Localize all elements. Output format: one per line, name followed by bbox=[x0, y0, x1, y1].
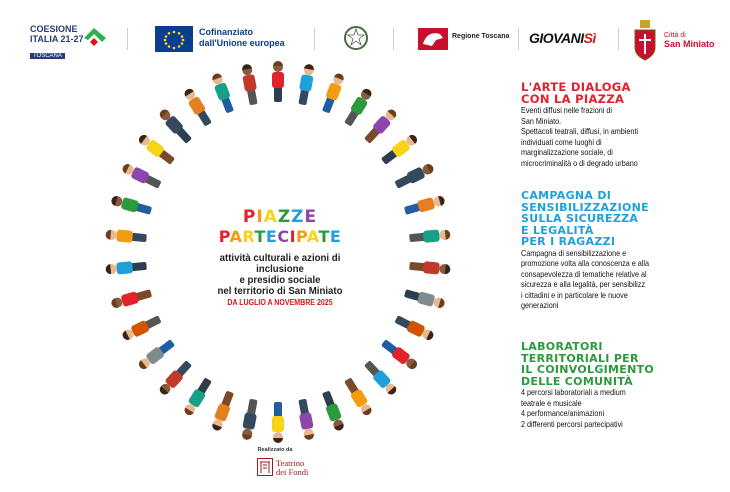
section-heading bbox=[521, 190, 730, 248]
person-figure bbox=[363, 359, 400, 397]
heading-line: DELLE COMUNITÀ bbox=[521, 374, 633, 388]
body-line: microcriminalità o di degrado urbano bbox=[521, 157, 638, 168]
body-line: sicurezza e alla legalità, per sensibilizz bbox=[521, 279, 645, 290]
title-letter: P bbox=[242, 207, 257, 227]
title-letter: I bbox=[256, 207, 264, 227]
event-dates: DA LUGLIO A NOVEMBRE 2025 bbox=[227, 298, 333, 307]
person-figure bbox=[210, 390, 236, 433]
person-figure bbox=[320, 390, 346, 433]
heading-line: IL COINVOLGIMENTO bbox=[521, 363, 655, 376]
person-figure bbox=[296, 63, 315, 106]
body-line: i cittadini e in particolare le nuove bbox=[521, 289, 628, 300]
title-piazze bbox=[200, 208, 360, 226]
person-figure bbox=[240, 63, 259, 106]
coesione-line2: ITALIA 21-27 bbox=[30, 34, 84, 44]
teatrino-logo-icon bbox=[257, 458, 273, 476]
person-figure bbox=[210, 72, 236, 115]
title-letter: E bbox=[265, 227, 278, 246]
person-figure bbox=[380, 338, 420, 372]
person-figure bbox=[157, 107, 194, 145]
title-partecipate bbox=[196, 228, 364, 246]
person-figure bbox=[296, 398, 315, 441]
person-figure bbox=[272, 402, 284, 443]
body-line: 2 differenti percorsi partecipativi bbox=[521, 418, 623, 429]
title-letter: A bbox=[229, 227, 243, 246]
person-figure bbox=[272, 61, 284, 102]
title-letter: Z bbox=[291, 207, 305, 227]
person-figure bbox=[320, 72, 346, 115]
person-figure bbox=[182, 86, 214, 127]
title-letter: E bbox=[329, 227, 342, 246]
giovani-main: GIOVANI bbox=[529, 30, 584, 46]
person-figure bbox=[363, 107, 400, 145]
coesione-line1: COESIONE bbox=[30, 24, 78, 34]
person-figure bbox=[105, 260, 147, 276]
heading-line: CON LA PIAZZA bbox=[521, 92, 625, 106]
person-figure bbox=[120, 313, 162, 342]
person-figure bbox=[342, 376, 374, 417]
body-line: Spettacoli teatrali, diffusi, in ambienti bbox=[521, 126, 639, 137]
teatrino-text bbox=[276, 459, 308, 477]
subtitle-line: e presidio sociale bbox=[239, 274, 321, 286]
title-letter: E bbox=[304, 207, 318, 227]
heading-line: LABORATORI bbox=[521, 340, 603, 353]
person-figure bbox=[342, 86, 374, 127]
section-laboratori bbox=[521, 341, 730, 429]
giovani-si: Sì bbox=[583, 30, 596, 46]
title-letter: R bbox=[242, 227, 255, 246]
section-heading bbox=[521, 341, 730, 387]
title-letter: T bbox=[254, 227, 266, 246]
section-campagna bbox=[521, 190, 730, 311]
sm-line2: San Miniato bbox=[664, 39, 715, 49]
person-figure bbox=[403, 287, 446, 310]
heading-line: PER I RAGAZZI bbox=[521, 235, 616, 248]
teatrino-line: dei Fondi bbox=[276, 467, 309, 477]
title-letter: P bbox=[296, 227, 307, 246]
body-line: Campagna di sensibilizzazione e bbox=[521, 247, 627, 258]
person-figure bbox=[403, 194, 446, 217]
poster-subtitle bbox=[201, 253, 359, 297]
body-line: marginalizzazione sociale, di bbox=[521, 147, 613, 158]
body-line: Eventi diffusi nelle frazioni di bbox=[521, 105, 612, 115]
title-letter: A bbox=[306, 227, 319, 246]
subtitle-line: attività culturali e azioni di inclusione bbox=[219, 252, 341, 275]
section-body bbox=[521, 105, 697, 169]
person-figure bbox=[240, 398, 259, 441]
eu-line1: Cofinanziato bbox=[199, 27, 253, 37]
coesione-region: TOSCANA bbox=[30, 53, 65, 59]
body-line: promozione volta alla conoscenza e alla bbox=[521, 258, 650, 269]
person-figure bbox=[409, 228, 451, 244]
section-heading bbox=[521, 81, 730, 105]
subtitle-line: nel territorio di San Miniato bbox=[217, 285, 343, 297]
title-letter: I bbox=[289, 227, 297, 246]
body-line: 4 percorsi laboratoriali a medium bbox=[521, 387, 626, 397]
eu-line2: dall'Unione europea bbox=[199, 38, 285, 48]
person-figure bbox=[380, 132, 420, 166]
person-figure bbox=[157, 359, 194, 397]
title-letter: T bbox=[318, 227, 330, 246]
person-figure bbox=[394, 161, 436, 190]
teatrino-line: Teatrino bbox=[276, 458, 305, 468]
sm-line1: Città di bbox=[664, 32, 686, 39]
body-line: generazioni bbox=[521, 300, 559, 311]
title-letter: A bbox=[263, 207, 278, 227]
person-figure bbox=[110, 194, 153, 217]
person-figure bbox=[182, 376, 214, 417]
heading-line: SULLA SICUREZZA bbox=[521, 212, 639, 225]
body-line: 4 performance/animazioni bbox=[521, 408, 605, 419]
section-body bbox=[521, 387, 697, 429]
realizzato-da: Realizzato da bbox=[257, 447, 293, 453]
person-figure bbox=[105, 228, 147, 244]
person-figure bbox=[409, 260, 451, 276]
heading-line: E LEGALITÀ bbox=[521, 223, 594, 237]
title-letter: C bbox=[277, 227, 290, 246]
regione-toscana-text: Regione Toscana bbox=[452, 33, 510, 40]
body-line: individuati come luoghi di bbox=[521, 136, 602, 147]
heading-line: TERRITORIALI PER bbox=[521, 351, 639, 365]
person-figure bbox=[110, 287, 153, 310]
section-arte-dialoga bbox=[521, 81, 730, 169]
person-figure bbox=[136, 132, 176, 166]
body-line: San Miniato. bbox=[521, 115, 562, 126]
section-body bbox=[521, 248, 697, 312]
heading-line: L'ARTE DIALOGA bbox=[521, 80, 631, 94]
heading-line: CAMPAGNA DI bbox=[521, 189, 612, 202]
person-figure bbox=[394, 313, 436, 342]
person-figure bbox=[120, 161, 162, 190]
heading-line: SENSIBILIZZAZIONE bbox=[521, 200, 649, 214]
person-figure bbox=[136, 338, 176, 372]
body-line: consapevolezza di tematiche relative al bbox=[521, 268, 647, 279]
body-line: teatrale e musicale bbox=[521, 397, 582, 408]
title-letter: P bbox=[218, 227, 230, 246]
title-letter: Z bbox=[277, 207, 292, 227]
